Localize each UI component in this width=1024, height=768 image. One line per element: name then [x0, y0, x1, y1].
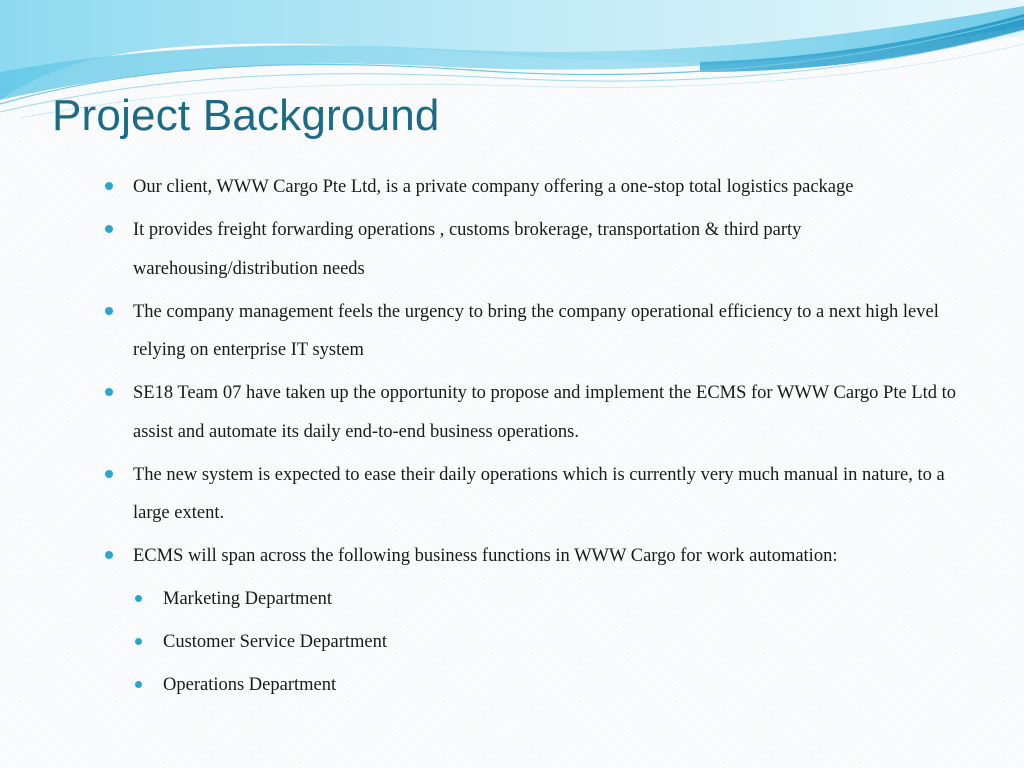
bullet-dot-icon	[105, 182, 113, 190]
bullet-text: Our client, WWW Cargo Pte Ltd, is a private company offering a one-stop total logistics package	[133, 177, 854, 197]
bullet-text: SE18 Team 07 have taken up the opportunity to propose and implement the ECMS for WWW Cargo Pte Ltd to assist and automate its daily end-to-end business operations.	[133, 383, 957, 442]
bullet-dot-icon	[135, 595, 142, 602]
bullet-dot-icon	[105, 307, 113, 315]
bullet-item	[104, 456, 984, 533]
bullet-dot-icon	[135, 681, 142, 688]
bullet-text: It provides freight forwarding operations , customs brokerage, transportation & third party warehousing/distribution needs	[133, 220, 802, 279]
sub-bullet-item	[134, 580, 984, 619]
bullet-item	[104, 293, 984, 370]
sub-bullet-item	[134, 623, 984, 662]
bullet-item	[104, 537, 984, 576]
bullet-dot-icon	[105, 551, 113, 559]
bullet-text: Marketing Department	[163, 589, 333, 609]
bullet-dot-icon	[105, 225, 113, 233]
bullet-text: Customer Service Department	[163, 632, 387, 652]
bullet-item	[104, 374, 984, 451]
sub-bullet-item	[134, 666, 984, 705]
bullet-dot-icon	[105, 470, 113, 478]
bullet-text: The company management feels the urgency to bring the company operational efficiency to a next high level relying on enterprise IT system	[133, 301, 939, 360]
bullet-text: ECMS will span across the following business functions in WWW Cargo for work automation:	[133, 546, 838, 566]
bullet-list	[104, 168, 984, 709]
bullet-text: Operations Department	[163, 675, 337, 695]
slide-title: Project Background	[52, 91, 440, 140]
bullet-item	[104, 168, 984, 207]
bullet-text: The new system is expected to ease their daily operations which is currently very much manual in nature, to a large extent.	[133, 464, 945, 523]
bullet-item	[104, 211, 984, 288]
bullet-dot-icon	[135, 638, 142, 645]
bullet-dot-icon	[105, 388, 113, 396]
